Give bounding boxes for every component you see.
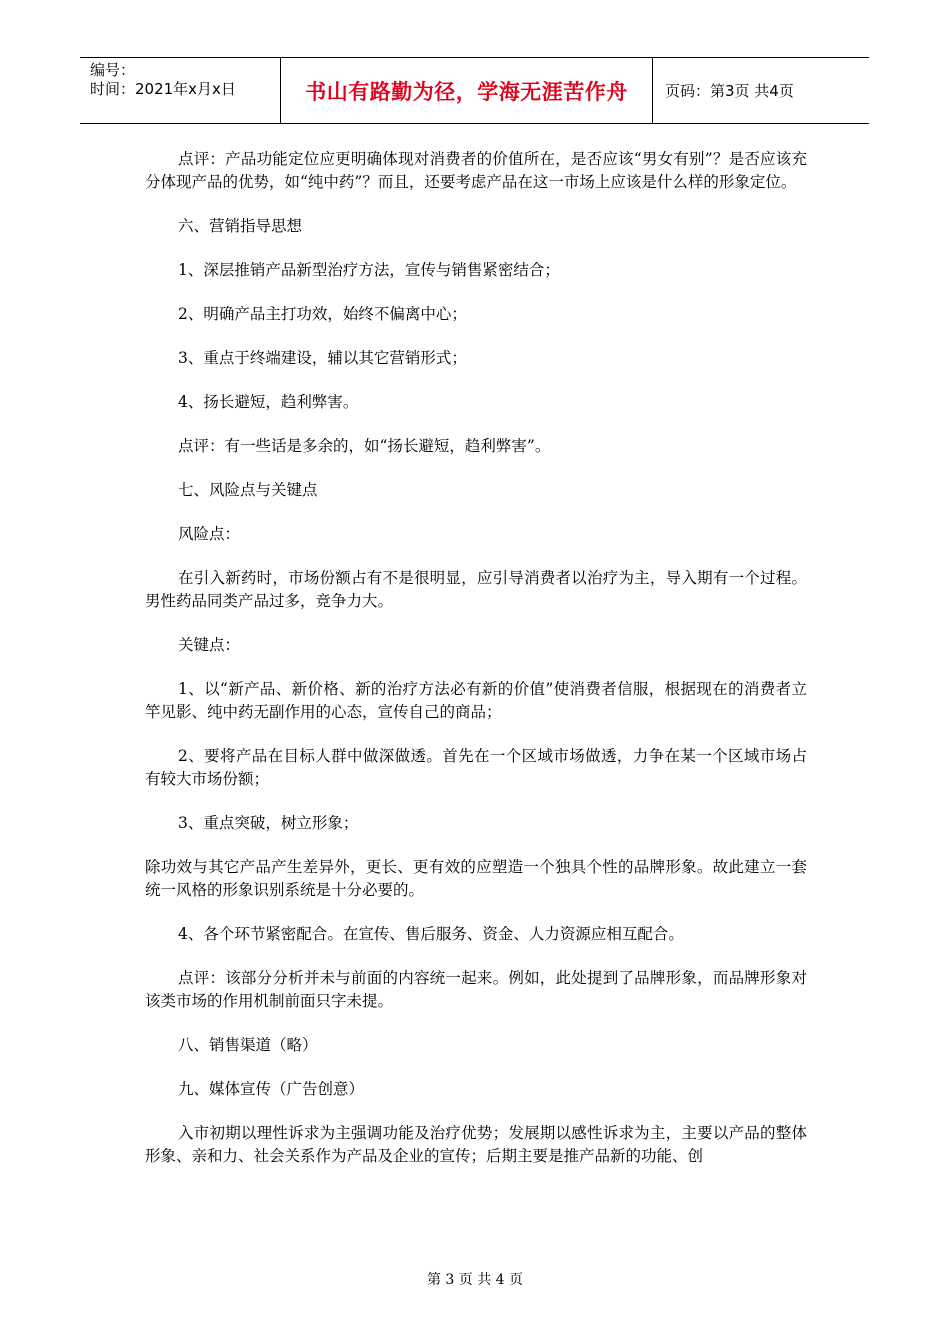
page-footer: 第 3 页 共 4 页	[426, 1272, 524, 1288]
document-header	[80, 57, 869, 124]
body-paragraph: 入市初期以理性诉求为主强调功能及治疗优势；发展期以感性诉求为主，主要以产品的整体形象、亲和力、社会关系作为产品及企业的宣传；后期主要是推产品新的功能、创	[145, 1124, 807, 1165]
body-paragraph: 除功效与其它产品产生差异外，更长、更有效的应塑造一个独具个性的品牌形象。故此建立一套统一风格的形象识别系统是十分必要的。	[145, 858, 807, 899]
section-heading-8: 八、销售渠道（略）	[178, 1036, 318, 1054]
body-paragraph: 在引入新药时，市场份额占有不是很明显，应引导消费者以治疗为主，导入期有一个过程。男性药品同类产品过多，竞争力大。	[145, 569, 807, 610]
section-heading-7: 七、风险点与关键点	[178, 481, 318, 499]
list-item: 2、明确产品主打功效，始终不偏离中心；	[178, 305, 467, 323]
list-item: 3、重点突破，树立形象；	[178, 814, 359, 832]
list-item: 1、以“新产品、新价格、新的治疗方法必有新的价值”使消费者信服，根据现在的消费者立竿见影、纯中药无副作用的心态，宣传自己的商品；	[145, 680, 807, 721]
section-heading-6: 六、营销指导思想	[178, 217, 303, 235]
header-motto: 书山有路勤为径，学海无涯苦作舟	[281, 58, 653, 123]
header-page-info: 页码：第3页 共4页	[665, 82, 794, 100]
list-item: 4、各个环节紧密配合。在宣传、售后服务、资金、人力资源应相互配合。	[178, 925, 684, 943]
document-number-label: 编号：	[90, 61, 136, 79]
document-date-label: 时间：2021年x月x日	[90, 80, 236, 98]
document-body	[145, 148, 807, 1168]
list-item: 3、重点于终端建设，辅以其它营销形式；	[178, 349, 467, 367]
comment-paragraph: 点评：产品功能定位应更明确体现对消费者的价值所在，是否应该“男女有别”？是否应该充分体现产品的优势，如“纯中药”？而且，还要考虑产品在这一市场上应该是什么样的形象定位。	[145, 150, 807, 191]
subheading-risk-points: 风险点：	[178, 525, 241, 543]
comment-paragraph: 点评：该部分分析并未与前面的内容统一起来。例如，此处提到了品牌形象，而品牌形象对该类市场的作用机制前面只字未提。	[145, 969, 807, 1010]
list-item: 2、要将产品在目标人群中做深做透。首先在一个区域市场做透，力争在某一个区域市场占有较大市场份额；	[145, 747, 807, 788]
list-item: 4、扬长避短，趋利弊害。	[178, 393, 359, 411]
subheading-key-points: 关键点：	[178, 636, 241, 654]
header-meta-cell	[80, 58, 281, 123]
list-item: 1、深层推销产品新型治疗方法，宣传与销售紧密结合；	[178, 261, 560, 279]
section-heading-9: 九、媒体宣传（广告创意）	[178, 1080, 365, 1098]
comment-paragraph: 点评：有一些话是多余的，如“扬长避短，趋利弊害”。	[178, 437, 551, 455]
